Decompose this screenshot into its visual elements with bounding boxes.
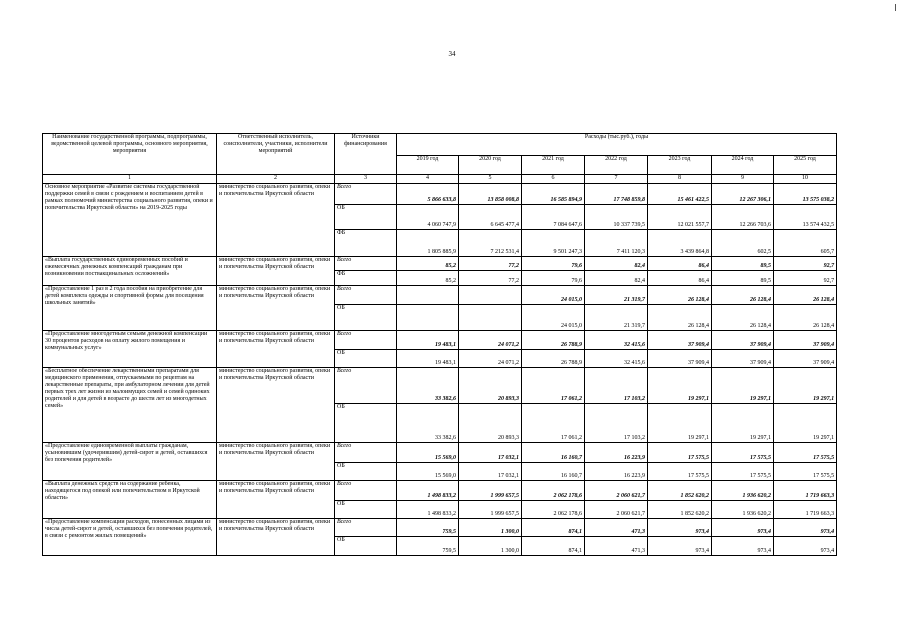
expense-value: 19 297,1 <box>648 368 712 404</box>
expense-value: 2 062 178,6 <box>522 501 585 519</box>
expense-value: 4 060 747,9 <box>397 205 459 230</box>
funding-source: Всего <box>335 257 397 271</box>
expense-value: 79,6 <box>522 271 585 286</box>
expense-value: 759,5 <box>397 519 459 537</box>
expense-value: 17 575,5 <box>712 443 774 463</box>
expense-value: 19 297,1 <box>648 404 712 443</box>
expense-value: 92,7 <box>774 257 837 271</box>
year-header: 2025 год <box>774 155 837 174</box>
measure-total-row <box>43 443 837 463</box>
expense-value: 82,4 <box>585 257 648 271</box>
column-number: 8 <box>648 175 712 184</box>
responsible-executor: министерство социального развития, опеки и попечительства Иркутской области <box>217 443 335 481</box>
expense-value: 6 645 477,4 <box>459 205 522 230</box>
measure-name: «Предоставление многодетным семьям денежной компенсации 30 процентов расходов на оплату жилого помещения и коммунальных услуг» <box>43 331 217 368</box>
measure-name: «Выплата государственных единовременных пособий и ежемесячных денежных компенсаций гражданам при возникновении поствакцинальных осложнений» <box>43 257 217 286</box>
expense-value: 16 160,7 <box>522 463 585 481</box>
expense-value: 17 032,1 <box>459 463 522 481</box>
measure-total-row <box>43 368 837 404</box>
expense-value: 33 382,6 <box>397 368 459 404</box>
column-number: 9 <box>712 175 774 184</box>
expense-value: 973,4 <box>712 537 774 556</box>
header-row <box>43 134 837 156</box>
expense-value: 874,1 <box>522 537 585 556</box>
expense-value: 15 569,0 <box>397 463 459 481</box>
expense-value: 13 858 008,8 <box>459 184 522 205</box>
expense-value: 21 319,7 <box>585 305 648 331</box>
year-header: 2019 год <box>397 155 459 174</box>
page-number: 34 <box>448 50 456 58</box>
expense-value: 7 084 647,6 <box>522 205 585 230</box>
expense-value: 26 128,4 <box>712 305 774 331</box>
expense-value: 89,5 <box>712 257 774 271</box>
expense-value: 19 297,1 <box>712 368 774 404</box>
expense-value: 874,1 <box>522 519 585 537</box>
expense-value: 20 893,3 <box>459 368 522 404</box>
budget-table <box>42 133 837 556</box>
expense-value: 17 061,2 <box>522 368 585 404</box>
expense-value: 24 071,2 <box>459 350 522 368</box>
expense-value: 973,4 <box>648 519 712 537</box>
expense-value: 1 300,0 <box>459 537 522 556</box>
expense-value: 26 128,4 <box>774 305 837 331</box>
expense-value: 12 266 703,6 <box>712 205 774 230</box>
funding-source: ОБ <box>335 463 397 481</box>
measure-name: «Бесплатное обеспечение лекарственными препаратами для медицинского применения, отпускаемыми по рецептам на лекарственные препараты, при амбулаторном лечении для детей первых трех лет жизни из малоимущих семей и семей одиноких родителей и для детей в возрасте до шести лет из многодетных семей» <box>43 368 217 443</box>
funding-source: Всего <box>335 368 397 404</box>
expense-value: 24 015,0 <box>522 305 585 331</box>
funding-source: ОБ <box>335 537 397 556</box>
expense-value: 32 415,6 <box>585 350 648 368</box>
expense-value: 92,7 <box>774 271 837 286</box>
expense-value: 26 128,4 <box>648 286 712 305</box>
measure-total-row <box>43 184 837 205</box>
expense-value: 17 575,5 <box>648 463 712 481</box>
measure-total-row <box>43 331 837 350</box>
expense-value: 1 999 657,5 <box>459 481 522 501</box>
expense-value: 19 297,1 <box>774 404 837 443</box>
expense-value: 759,5 <box>397 537 459 556</box>
expense-value: 15 461 422,5 <box>648 184 712 205</box>
expense-value: 13 574 432,5 <box>774 205 837 230</box>
expense-value: 82,4 <box>585 271 648 286</box>
expense-value: 37 909,4 <box>774 350 837 368</box>
funding-source: Всего <box>335 519 397 537</box>
measure-total-row <box>43 286 837 305</box>
column-number: 3 <box>335 175 397 184</box>
measure-name: «Предоставление единовременной выплаты гражданам, усыновившим (удочерившим) детей-сирот и детей, оставшихся без попечения родителей» <box>43 443 217 481</box>
expense-value: 16 160,7 <box>522 443 585 463</box>
expense-value: 77,2 <box>459 271 522 286</box>
expense-value: 16 585 894,9 <box>522 184 585 205</box>
expense-value: 33 382,6 <box>397 404 459 443</box>
expense-value: 2 060 621,7 <box>585 481 648 501</box>
expense-value: 1 719 663,3 <box>774 481 837 501</box>
expense-value: 16 223,9 <box>585 463 648 481</box>
responsible-executor: министерство социального развития, опеки и попечительства Иркутской области <box>217 519 335 556</box>
expense-value: 77,2 <box>459 257 522 271</box>
expense-value: 85,2 <box>397 271 459 286</box>
funding-source: Всего <box>335 481 397 501</box>
expense-value: 17 061,2 <box>522 404 585 443</box>
expense-value: 26 788,9 <box>522 350 585 368</box>
column-number: 2 <box>217 175 335 184</box>
header-name: Наименование государственной программы, подпрограммы, ведомственной целевой программы, основного мероприятия, мероприятия <box>43 134 217 175</box>
expense-value: 32 415,6 <box>585 331 648 350</box>
expense-value: 37 909,4 <box>712 331 774 350</box>
expense-value: 3 439 864,8 <box>648 230 712 257</box>
expense-value: 19 297,1 <box>712 404 774 443</box>
expense-value: 605,7 <box>774 230 837 257</box>
expense-value: 7 411 120,3 <box>585 230 648 257</box>
funding-source: ОБ <box>335 404 397 443</box>
measure-total-row <box>43 519 837 537</box>
funding-source: ФБ <box>335 230 397 257</box>
expense-value: 85,2 <box>397 257 459 271</box>
funding-source: Всего <box>335 443 397 463</box>
expense-value: 1 999 657,5 <box>459 501 522 519</box>
expense-value: 17 032,1 <box>459 443 522 463</box>
responsible-executor: министерство социального развития, опеки и попечительства Иркутской области <box>217 481 335 519</box>
expense-value: 1 936 620,2 <box>712 501 774 519</box>
expense-value: 12 021 557,7 <box>648 205 712 230</box>
measure-name: Основное мероприятие «Развитие системы государственной поддержки семей в связи с рождением и воспитанием детей в рамках полномочий министерства социального развития, опеки и попечительства Иркутской области» на 2019-2025 годы <box>43 184 217 257</box>
funding-source: ОБ <box>335 205 397 230</box>
responsible-executor: министерство социального развития, опеки и попечительства Иркутской области <box>217 331 335 368</box>
expense-value: 86,4 <box>648 257 712 271</box>
expense-value <box>397 286 459 305</box>
responsible-executor: министерство социального развития, опеки и попечительства Иркутской области <box>217 368 335 443</box>
expense-value: 2 062 178,6 <box>522 481 585 501</box>
year-header: 2021 год <box>522 155 585 174</box>
funding-source: Всего <box>335 184 397 205</box>
expense-value: 16 223,9 <box>585 443 648 463</box>
funding-source: Всего <box>335 286 397 305</box>
expense-value: 1 300,0 <box>459 519 522 537</box>
expense-value: 19 483,1 <box>397 331 459 350</box>
expense-value: 19 297,1 <box>774 368 837 404</box>
year-header: 2020 год <box>459 155 522 174</box>
measure-name: «Предоставление 1 раз в 2 года пособия на приобретение для детей комплекта одежды и спортивной формы для посещения школьных занятий» <box>43 286 217 331</box>
measure-total-row <box>43 257 837 271</box>
expense-value: 17 748 859,8 <box>585 184 648 205</box>
column-number: 6 <box>522 175 585 184</box>
expense-value: 10 337 739,5 <box>585 205 648 230</box>
column-number: 10 <box>774 175 837 184</box>
expense-value: 79,6 <box>522 257 585 271</box>
funding-source: Всего <box>335 331 397 350</box>
expense-value: 86,4 <box>648 271 712 286</box>
funding-source: ОБ <box>335 305 397 331</box>
expense-value: 37 909,4 <box>648 331 712 350</box>
expense-value: 26 128,4 <box>712 286 774 305</box>
expense-value <box>397 305 459 331</box>
expense-value: 1 498 833,2 <box>397 481 459 501</box>
responsible-executor: министерство социального развития, опеки и попечительства Иркутской области <box>217 257 335 286</box>
expense-value: 37 909,4 <box>774 331 837 350</box>
year-header: 2022 год <box>585 155 648 174</box>
expense-value: 1 936 620,2 <box>712 481 774 501</box>
funding-source: ФБ <box>335 271 397 286</box>
measure-name: «Предоставление компенсации расходов, понесенных лицами из числа детей-сирот и детей, оставшихся без попечения родителей, в связи с ремонтом жилых помещений» <box>43 519 217 556</box>
expense-value: 24 015,0 <box>522 286 585 305</box>
expense-value: 471,3 <box>585 519 648 537</box>
edge-mark <box>895 4 896 11</box>
expense-value: 2 060 621,7 <box>585 501 648 519</box>
measure-total-row <box>43 481 837 501</box>
header-expenses: Расходы (тыс.руб.), годы <box>397 134 837 156</box>
measure-name: «Выплата денежных средств на содержание ребенка, находящегося под опекой или попечительством в Иркутской области» <box>43 481 217 519</box>
column-number: 4 <box>397 175 459 184</box>
column-number: 5 <box>459 175 522 184</box>
expense-value: 973,4 <box>712 519 774 537</box>
header-source: Источники финансирования <box>335 134 397 175</box>
expense-value: 89,5 <box>712 271 774 286</box>
expense-value: 26 788,9 <box>522 331 585 350</box>
expense-value: 973,4 <box>648 537 712 556</box>
expense-value: 1 719 663,3 <box>774 501 837 519</box>
expense-value: 21 319,7 <box>585 286 648 305</box>
expense-value: 20 893,3 <box>459 404 522 443</box>
expense-value: 471,3 <box>585 537 648 556</box>
expense-value: 17 103,2 <box>585 368 648 404</box>
expense-value: 5 866 633,8 <box>397 184 459 205</box>
expense-value: 37 909,4 <box>712 350 774 368</box>
expense-value: 26 128,4 <box>774 286 837 305</box>
funding-source: ОБ <box>335 350 397 368</box>
expense-value: 17 575,5 <box>712 463 774 481</box>
expense-value: 17 575,5 <box>774 443 837 463</box>
expense-value: 602,5 <box>712 230 774 257</box>
expense-value: 7 212 531,4 <box>459 230 522 257</box>
expense-value: 37 909,4 <box>648 350 712 368</box>
expense-value: 973,4 <box>774 519 837 537</box>
header-responsible: Ответственный исполнитель, соисполнители, участники, исполнители мероприятий <box>217 134 335 175</box>
expense-value: 13 575 038,2 <box>774 184 837 205</box>
year-header: 2023 год <box>648 155 712 174</box>
expense-value: 17 575,5 <box>774 463 837 481</box>
expense-value: 1 852 620,2 <box>648 501 712 519</box>
expense-value: 15 569,0 <box>397 443 459 463</box>
column-number-row <box>43 175 837 184</box>
column-number: 1 <box>43 175 217 184</box>
year-header: 2024 год <box>712 155 774 174</box>
column-number: 7 <box>585 175 648 184</box>
expense-value: 973,4 <box>774 537 837 556</box>
responsible-executor: министерство социального развития, опеки и попечительства Иркутской области <box>217 184 335 257</box>
expense-value: 17 103,2 <box>585 404 648 443</box>
expense-value: 26 128,4 <box>648 305 712 331</box>
expense-value: 12 267 306,1 <box>712 184 774 205</box>
expense-value: 1 498 833,2 <box>397 501 459 519</box>
responsible-executor: министерство социального развития, опеки и попечительства Иркутской области <box>217 286 335 331</box>
expense-value: 1 852 620,2 <box>648 481 712 501</box>
expense-value: 19 483,1 <box>397 350 459 368</box>
expense-value: 24 071,2 <box>459 331 522 350</box>
expense-value <box>459 305 522 331</box>
expense-value: 9 501 247,3 <box>522 230 585 257</box>
expense-value: 1 805 885,9 <box>397 230 459 257</box>
expense-value: 17 575,5 <box>648 443 712 463</box>
funding-source: ОБ <box>335 501 397 519</box>
expense-value <box>459 286 522 305</box>
